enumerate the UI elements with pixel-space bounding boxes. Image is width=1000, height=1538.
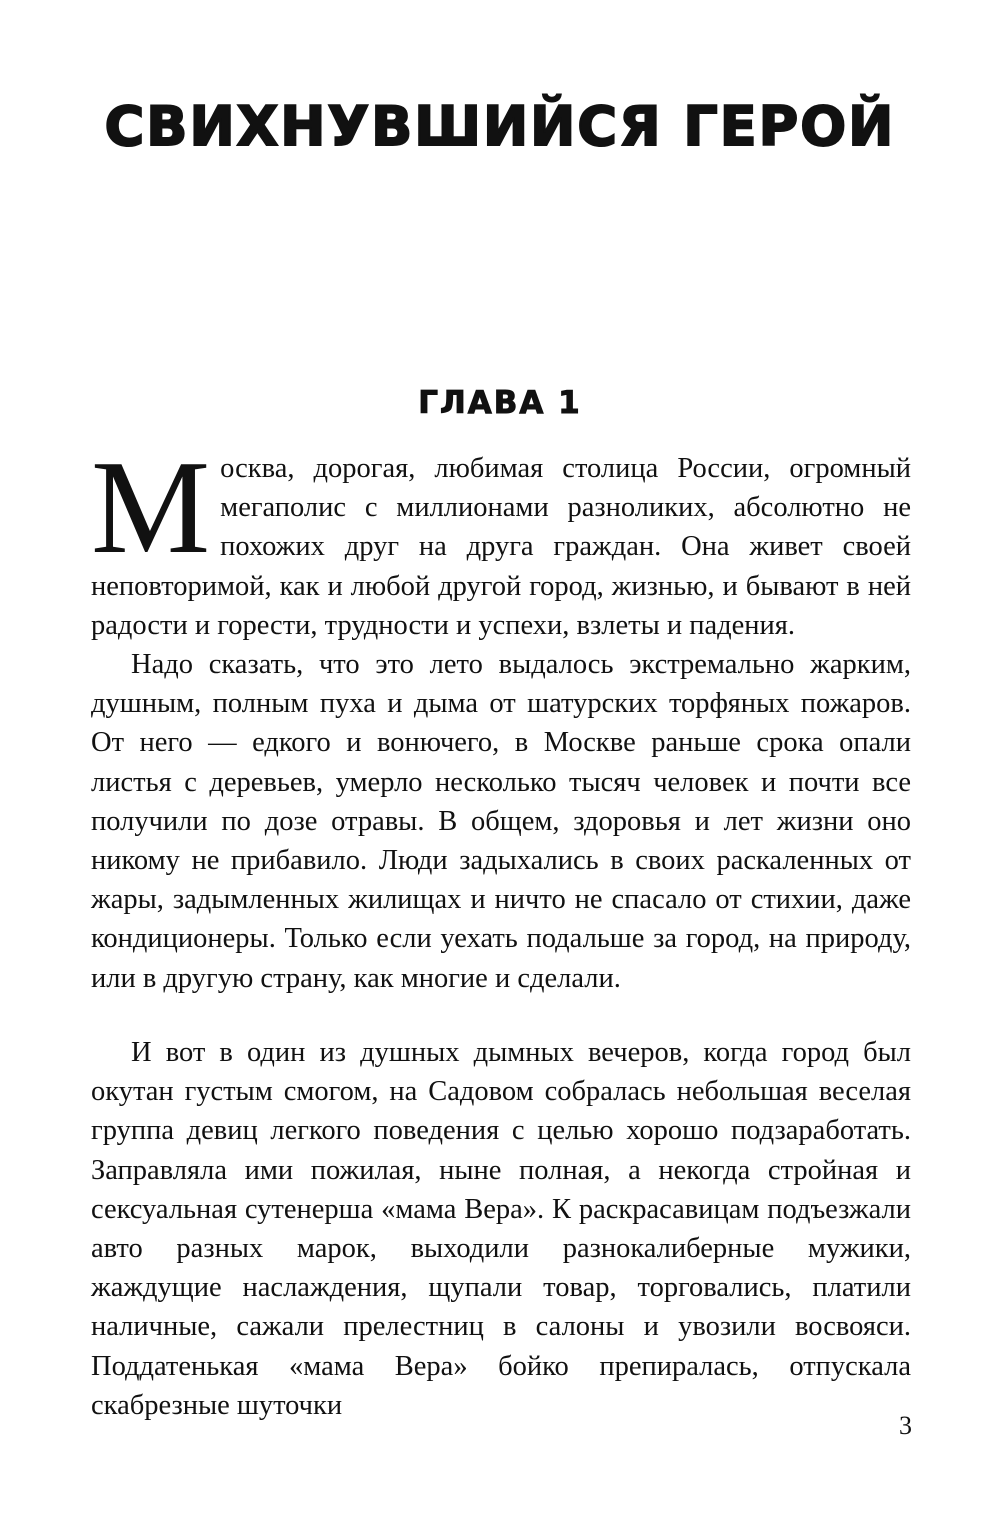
drop-cap-letter: М: [91, 433, 211, 581]
paragraph-1-text: осква, дорогая, любимая столица России, огромный мегаполис с миллионами разноликих, абсолютно не похожих друг на друга граждан. Она живет своей неповторимой, как и любой другой город, жизнью, и бывают в ней радости и горести, трудности и успехи, взлеты и падения.: [91, 453, 911, 641]
paragraph-2: Надо сказать, что это лето выдалось экстремально жарким, душным, полным пуха и дыма от шатурских торфяных пожаров. От него — едкого и вонючего, в Москве раньше срока опали листья с деревьев, умерло несколько тысяч человек и почти все получили по дозе отравы. В общем, здоровья и лет жизни оно никому не прибавило. Люди задыхались в своих раскаленных от жары, задымленных жилищах и ничто не спасало от стихии, даже кондиционеры. Только если уехать подальше за город, на природу, или в другую страну, как многие и сделали.: [91, 649, 911, 994]
paragraph-1: [91, 433, 911, 645]
chapter-heading: ГЛАВА 1: [418, 385, 582, 421]
chapter-text-section-1: [91, 433, 911, 998]
paragraph-3: И вот в один из душных дымных вечеров, когда город был окутан густым смогом, на Садовом собралась небольшая веселая группа девиц легкого поведения с целью хорошо подзаработать. Заправляла ими пожилая, ныне полная, а некогда стройная и сексуальная сутенерша «мама Вера». К раскрасавицам подъезжали авто разных марок, выходили разнокалиберные мужики, жаждущие наслаждения, щупали товар, торговались, платили наличные, сажали прелестниц в салоны и увозили восвояси. Поддатенькая «мама Вера» бойко препиралась, отпускала скабрезные шуточки: [91, 1037, 911, 1421]
page-number: 3: [899, 1411, 912, 1440]
chapter-text-section-2: [91, 1033, 911, 1425]
book-title: СВИХНУВШИЙСЯ ГЕРОЙ: [104, 95, 896, 158]
